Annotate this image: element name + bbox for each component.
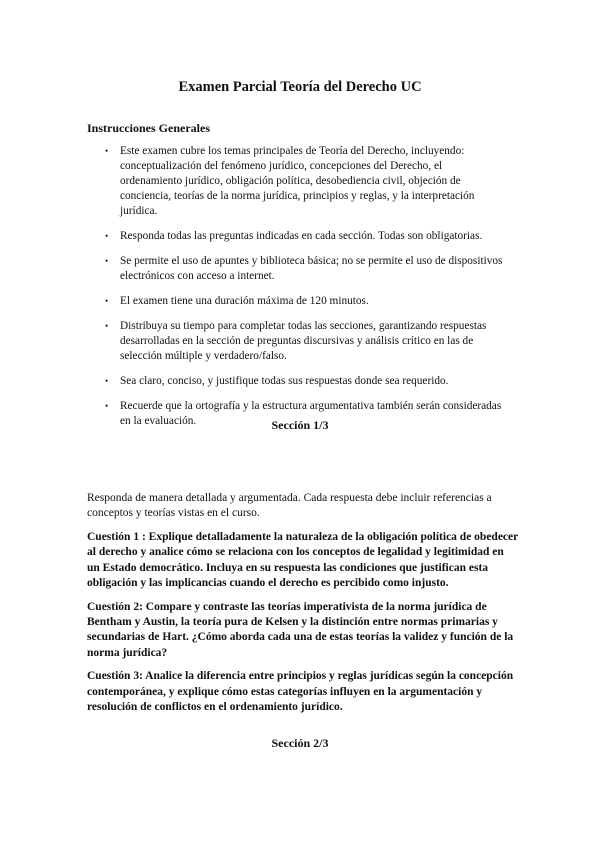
question-1: Cuestión 1 : Explique detalladamente la naturaleza de la obligación política de obedecer al derecho y analice cómo se relaciona con los conceptos de legalidad y legitimidad en un Estado democrático. Incluya en su respuesta las condiciones que justifican esta obligación y las implicancias cuando el derecho es percibido como injusto. — [87, 531, 519, 590]
instruction-item: • Sea claro, conciso, y justifique todas sus respuestas donde sea requerido. — [87, 374, 507, 389]
instruction-item: • El examen tiene una duración máxima de 120 minutos. — [87, 294, 507, 309]
document-title: Examen Parcial Teoría del Derecho UC — [178, 79, 422, 95]
instruction-item: • Responda todas las preguntas indicadas en cada sección. Todas son obligatorias. — [87, 229, 507, 244]
instruction-item: • Distribuya su tiempo para completar todas las secciones, garantizando respuestas desarrolladas en la sección de preguntas discursivas y análisis crítico en las de selección múltiple y verdadero/falso. — [87, 319, 507, 364]
question-3: Cuestión 3: Analice la diferencia entre principios y reglas jurídicas según la concepción contemporánea, y explique cómo estas categorías influyen en la argumentación y resolución de conflictos en el ordenamiento jurídico. — [87, 670, 514, 714]
section-1-questions — [87, 530, 519, 723]
section-1-heading: Sección 1/3 — [271, 418, 329, 432]
section-1-intro: Responda de manera detallada y argumentada. Cada respuesta debe incluir referencias a conceptos y teorías vistas en el curso. — [87, 492, 492, 519]
instruction-item: • Se permite el uso de apuntes y biblioteca básica; no se permite el uso de dispositivos electrónicos con acceso a internet. — [87, 254, 507, 284]
section-2-heading: Sección 2/3 — [271, 736, 329, 750]
question-2: Cuestión 2: Compare y contraste las teorías imperativista de la norma jurídica de Bentham y Austin, la teoría pura de Kelsen y la distinción entre normas primarias y secundarias de Hart. ¿Cómo aborda cada una de estas teorías la validez y función de la norma jurídica? — [87, 600, 514, 659]
instructions-list — [87, 144, 507, 439]
instructions-heading: Instrucciones Generales — [87, 121, 210, 135]
instruction-item: • Este examen cubre los temas principales de Teoría del Derecho, incluyendo: conceptualización del fenómeno jurídico, concepciones del Derecho, el ordenamiento jurídico, obligación política, desobediencia civil, objeción de conciencia, teorías de la norma jurídica, principios y reglas, y la interpretación jurídica. — [87, 144, 507, 219]
instruction-item: • Recuerde que la ortografía y la estructura argumentativa también serán consideradas en la evaluación. — [87, 399, 507, 429]
